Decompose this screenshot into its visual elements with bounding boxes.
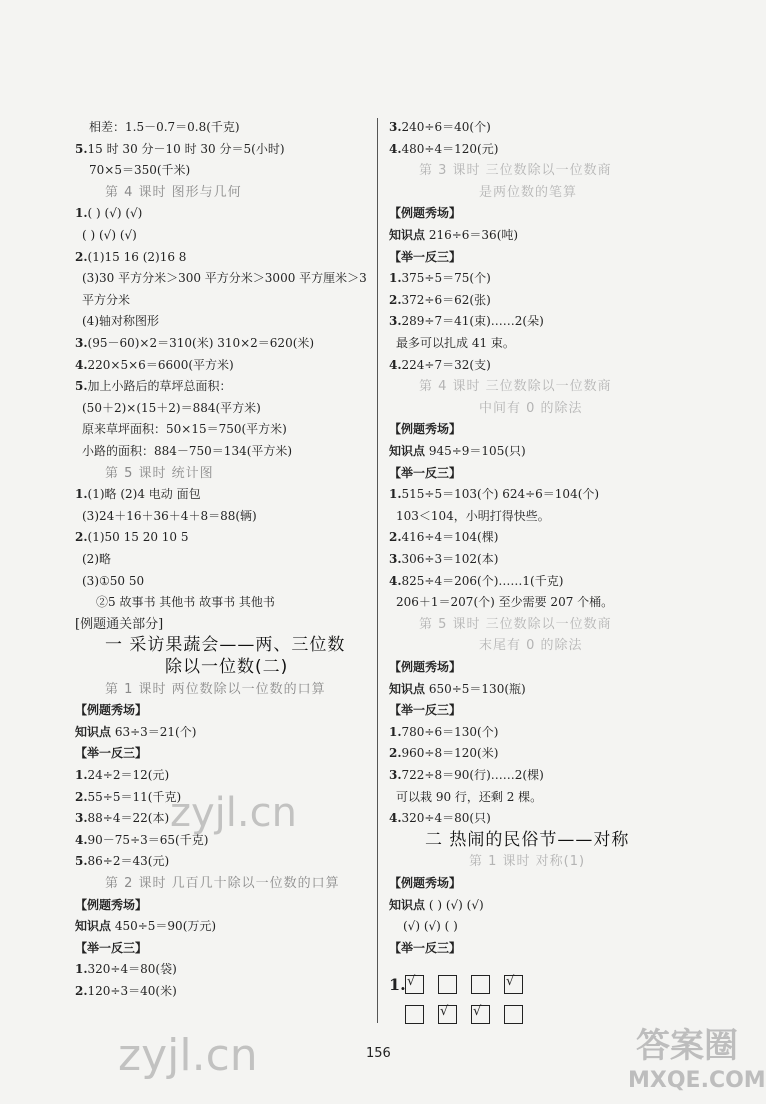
question-number: 4. [389, 357, 402, 372]
text-line [75, 939, 147, 957]
answer-text: (3)30 平方分米＞300 平方分米＞3000 平方厘米＞3 [82, 271, 367, 286]
answer-text: 63÷3＝21(个) [111, 724, 197, 739]
knowledge-point-label: 知识点 [75, 724, 112, 739]
answer-text: (1)略 (2)4 电动 面包 [87, 487, 201, 502]
watermark-bottom: zyjl.cn [118, 1030, 258, 1081]
knowledge-point-label: 知识点 [389, 444, 426, 458]
text-line [389, 204, 461, 222]
text-line [389, 140, 498, 158]
answer-text: 416÷4＝104(棵) [401, 530, 499, 545]
answer-text: 相差：1.5－0.7＝0.8(千克) [89, 120, 240, 134]
answer-text: 375÷5＝75(个) [401, 271, 491, 286]
text-line [389, 766, 544, 784]
text-line [82, 226, 137, 244]
text-line [75, 896, 147, 914]
answer-text: 55÷5＝11(千克) [87, 789, 182, 804]
question-number: 4. [389, 811, 402, 826]
lesson-heading: 是两位数的笔算 [479, 184, 578, 200]
text-line [75, 766, 169, 784]
question-number: 5. [75, 854, 88, 869]
logo-text: 答案圈 [636, 1026, 738, 1066]
text-line [389, 550, 498, 568]
section-label: 【例题秀场】 [389, 660, 462, 674]
answer-text: ②5 故事书 其他书 故事书 其他书 [96, 595, 275, 610]
question-number: 2. [75, 984, 88, 998]
question-number: 1. [75, 962, 88, 977]
answer-text: (2)略 [82, 552, 111, 566]
text-line [389, 572, 563, 590]
section-label: 【举一反三】 [389, 703, 462, 718]
text-line [75, 248, 186, 266]
text-line [75, 982, 177, 1000]
answer-text: 120÷3＝40(米) [87, 984, 177, 998]
section-label: 【举一反三】 [389, 249, 462, 264]
check-mark: √ [473, 1004, 482, 1019]
text-line [389, 723, 498, 741]
text-line [389, 312, 544, 330]
text-line [75, 615, 163, 634]
check-mark: √ [440, 1004, 449, 1019]
answer-text: 24÷2＝12(元) [87, 768, 170, 782]
lesson-heading: 第 5 课时 三位数除以一位数商 [419, 616, 612, 632]
knowledge-point-label: 知识点 [389, 897, 426, 912]
text-line [96, 593, 275, 611]
text-line [389, 744, 498, 762]
text-line [389, 485, 599, 503]
text-line [75, 744, 147, 762]
question-number: 4. [75, 357, 88, 372]
answer-checkbox [438, 975, 457, 994]
answer-text: 825÷4＝206(个)……1(千克) [401, 573, 564, 588]
answer-text: 945÷9＝105(只) [425, 444, 526, 458]
question-number: 1. [75, 206, 88, 221]
text-line [479, 399, 583, 418]
section-label: 【例题秀场】 [389, 876, 462, 890]
text-line [389, 464, 461, 482]
answer-text: 780÷6＝130(个) [401, 724, 499, 739]
text-line [75, 960, 177, 978]
watermark-mid: zyjl.cn [170, 790, 297, 836]
text-line [419, 161, 612, 180]
watermark-logo [622, 1018, 766, 1098]
logo-url: MXQE.COM [628, 1068, 766, 1093]
answer-text: ( ) (√) (√) [425, 897, 484, 912]
answer-text: 206＋1＝207(个) 至少需要 207 个桶。 [396, 595, 614, 610]
answer-text: ( ) (√) (√) [82, 228, 137, 242]
section-label: 【举一反三】 [389, 940, 462, 955]
question-number: 3. [389, 314, 402, 329]
answer-text: 平方分米 [82, 292, 131, 307]
answer-text: 15 时 30 分－10 时 30 分＝5(小时) [87, 141, 285, 156]
knowledge-point-label: 知识点 [75, 919, 112, 934]
checkbox-row-2 [405, 1005, 523, 1024]
text-line [479, 636, 583, 655]
text-line [75, 852, 169, 870]
text-line [82, 442, 292, 460]
part-heading: [例题通关部分] [75, 616, 164, 632]
lesson-heading: 第 4 课时 三位数除以一位数商 [419, 379, 612, 395]
question-number: 2. [389, 292, 402, 307]
answer-text: 加上小路后的草坪总面积： [87, 379, 232, 394]
text-line [75, 204, 142, 222]
question-number: 5. [75, 141, 88, 156]
answer-checkbox [405, 975, 424, 994]
column-divider [377, 118, 378, 1023]
section-label: 【例题秀场】 [389, 422, 462, 437]
section-label: 【举一反三】 [75, 940, 148, 955]
answer-text: 722÷8＝90(行)……2(棵) [401, 768, 544, 782]
lesson-heading: 第 4 课时 图形与几何 [105, 184, 242, 200]
answer-text: 220×5×6＝6600(平方米) [87, 357, 234, 372]
text-line [75, 356, 234, 374]
text-line [389, 809, 491, 827]
page-number: 156 [366, 1046, 391, 1061]
answer-text: 240÷6＝40(个) [401, 120, 491, 134]
answer-text: (1)15 16 (2)16 8 [87, 249, 187, 264]
text-line [75, 723, 196, 741]
text-line [389, 442, 526, 460]
text-line [89, 161, 190, 179]
question-number: 3. [389, 552, 402, 566]
question-number: 3. [75, 811, 88, 826]
text-line [105, 183, 242, 202]
text-line [389, 356, 491, 374]
question-number: 2. [75, 530, 88, 545]
text-line [389, 896, 484, 914]
answer-text: 小路的面积：884－750＝134(平方米) [82, 444, 293, 458]
text-line [105, 874, 340, 893]
answer-text: (3)①50 50 [82, 573, 145, 588]
text-line [75, 485, 201, 503]
text-line [89, 118, 240, 136]
text-line [75, 528, 189, 546]
question-number: 5. [75, 379, 88, 394]
answer-checkbox [471, 975, 490, 994]
answer-text: 103＜104，小明打得快些。 [396, 508, 550, 523]
text-line [105, 636, 345, 655]
text-line [389, 248, 461, 266]
section-label: 【举一反三】 [75, 746, 148, 761]
answer-text: ( ) (√) (√) [87, 206, 143, 221]
text-line [82, 291, 130, 309]
answer-text: (95－60)×2＝310(米) 310×2＝620(米) [87, 336, 315, 350]
text-line [469, 852, 585, 871]
answer-text: 最多可以扎成 41 束。 [396, 336, 515, 350]
answer-text: (3)24＋16＋36＋4＋8＝88(辆) [82, 508, 257, 523]
question-number: 1. [75, 487, 88, 502]
question-number: 3. [75, 336, 88, 350]
answer-text: 480÷4＝120(元) [401, 141, 499, 156]
text-line [389, 939, 461, 957]
answer-text: 289÷7＝41(束)……2(朵) [401, 314, 544, 329]
text-line [82, 420, 287, 438]
knowledge-point-label: 知识点 [389, 681, 426, 696]
answer-text: 70×5＝350(千米) [89, 163, 191, 178]
text-line [389, 226, 518, 244]
check-mark: √ [506, 974, 515, 989]
question-number: 2. [389, 746, 402, 761]
question-number: 3. [389, 768, 402, 782]
text-line [396, 507, 550, 525]
question-number: 1. [75, 768, 88, 782]
text-line [82, 312, 159, 330]
lesson-heading: 末尾有 0 的除法 [479, 638, 583, 654]
question-number: 1. [389, 975, 406, 994]
text-line [389, 420, 461, 438]
question-number: 4. [389, 573, 402, 588]
question-number: 4. [75, 832, 88, 847]
checkbox-question [389, 976, 406, 994]
answer-text: 650÷5＝130(瓶) [425, 681, 526, 696]
question-number: 1. [389, 487, 402, 502]
text-line [403, 917, 458, 935]
text-line [75, 377, 232, 395]
answer-text: 960÷8＝120(米) [401, 746, 499, 761]
answer-text: 216÷6＝36(吨) [425, 228, 519, 242]
text-line [389, 874, 461, 892]
text-line [389, 269, 491, 287]
text-line [419, 615, 612, 634]
answer-checkbox [504, 1005, 523, 1024]
answer-text: 原来草坪面积：50×15＝750(平方米) [82, 422, 287, 437]
lesson-heading: 第 2 课时 几百几十除以一位数的口算 [105, 876, 340, 891]
text-line [396, 788, 542, 806]
text-line [82, 269, 367, 287]
text-line [419, 377, 612, 396]
text-line [75, 788, 181, 806]
answer-text: (√) (√) ( ) [403, 919, 458, 934]
lesson-heading: 第 1 课时 两位数除以一位数的口算 [105, 681, 326, 697]
section-label: 【举一反三】 [389, 465, 462, 480]
text-line [165, 658, 288, 677]
question-number: 1. [389, 724, 402, 739]
knowledge-point-label: 知识点 [389, 228, 426, 242]
answer-text: 88÷4＝22(本) [87, 811, 170, 826]
section-label: 【例题秀场】 [75, 703, 148, 718]
text-line [82, 507, 257, 525]
text-line [389, 528, 498, 546]
text-line [396, 334, 515, 352]
question-number: 4. [389, 141, 402, 156]
section-label: 【例题秀场】 [75, 897, 148, 912]
text-line [479, 183, 577, 202]
check-mark: √ [407, 974, 416, 989]
text-line [82, 399, 261, 417]
answer-text: (1)50 15 20 10 5 [87, 530, 189, 545]
answer-text: 可以栽 90 行，还剩 2 棵。 [396, 789, 543, 804]
answer-text: 320÷4＝80(只) [401, 811, 491, 826]
answer-text: (4)轴对称图形 [82, 314, 159, 329]
answer-text: 306÷3＝102(本) [401, 552, 499, 566]
section-label: 【例题秀场】 [389, 206, 462, 221]
text-line [75, 140, 285, 158]
text-line [389, 291, 491, 309]
answer-text: 86÷2＝43(元) [87, 854, 170, 869]
answer-checkbox [405, 1005, 424, 1024]
text-line [105, 464, 214, 483]
unit-heading: 一 采访果蔬会——两、三位数 [105, 635, 346, 656]
question-number: 2. [75, 249, 88, 264]
text-line [75, 809, 169, 827]
answer-checkbox [504, 975, 523, 994]
answer-text: 90－75÷3＝65(千克) [87, 832, 209, 847]
question-number: 3. [389, 120, 402, 134]
text-line [105, 680, 326, 699]
text-line [389, 118, 491, 136]
lesson-heading: 第 5 课时 统计图 [105, 465, 214, 481]
text-line [425, 831, 629, 850]
text-line [396, 593, 613, 611]
answer-checkbox [438, 1005, 457, 1024]
text-line [389, 680, 526, 698]
checkbox-row-1 [405, 975, 523, 994]
answer-text: 320÷4＝80(袋) [87, 962, 177, 977]
text-line [389, 658, 461, 676]
lesson-heading: 第 1 课时 对称(1) [469, 854, 586, 870]
answer-text: 224÷7＝32(支) [401, 357, 491, 372]
question-number: 2. [389, 530, 402, 545]
lesson-heading: 中间有 0 的除法 [479, 400, 583, 416]
answer-text: 450÷5＝90(万元) [111, 919, 217, 934]
text-line [82, 550, 111, 568]
answer-text: (50＋2)×(15＋2)＝884(平方米) [82, 400, 261, 415]
answer-text: 515÷5＝103(个) 624÷6＝104(个) [401, 487, 600, 502]
lesson-heading: 第 3 课时 三位数除以一位数商 [419, 163, 612, 179]
text-line [389, 701, 461, 719]
text-line [82, 572, 144, 590]
answer-checkbox [471, 1005, 490, 1024]
unit-heading: 除以一位数(二) [165, 657, 289, 677]
text-line [75, 334, 314, 352]
text-line [75, 917, 216, 935]
question-number: 2. [75, 789, 88, 804]
unit-heading: 二 热闹的民俗节——对称 [425, 829, 630, 850]
answer-text: 372÷6＝62(张) [401, 292, 491, 307]
text-line [75, 701, 147, 719]
question-number: 1. [389, 271, 402, 286]
